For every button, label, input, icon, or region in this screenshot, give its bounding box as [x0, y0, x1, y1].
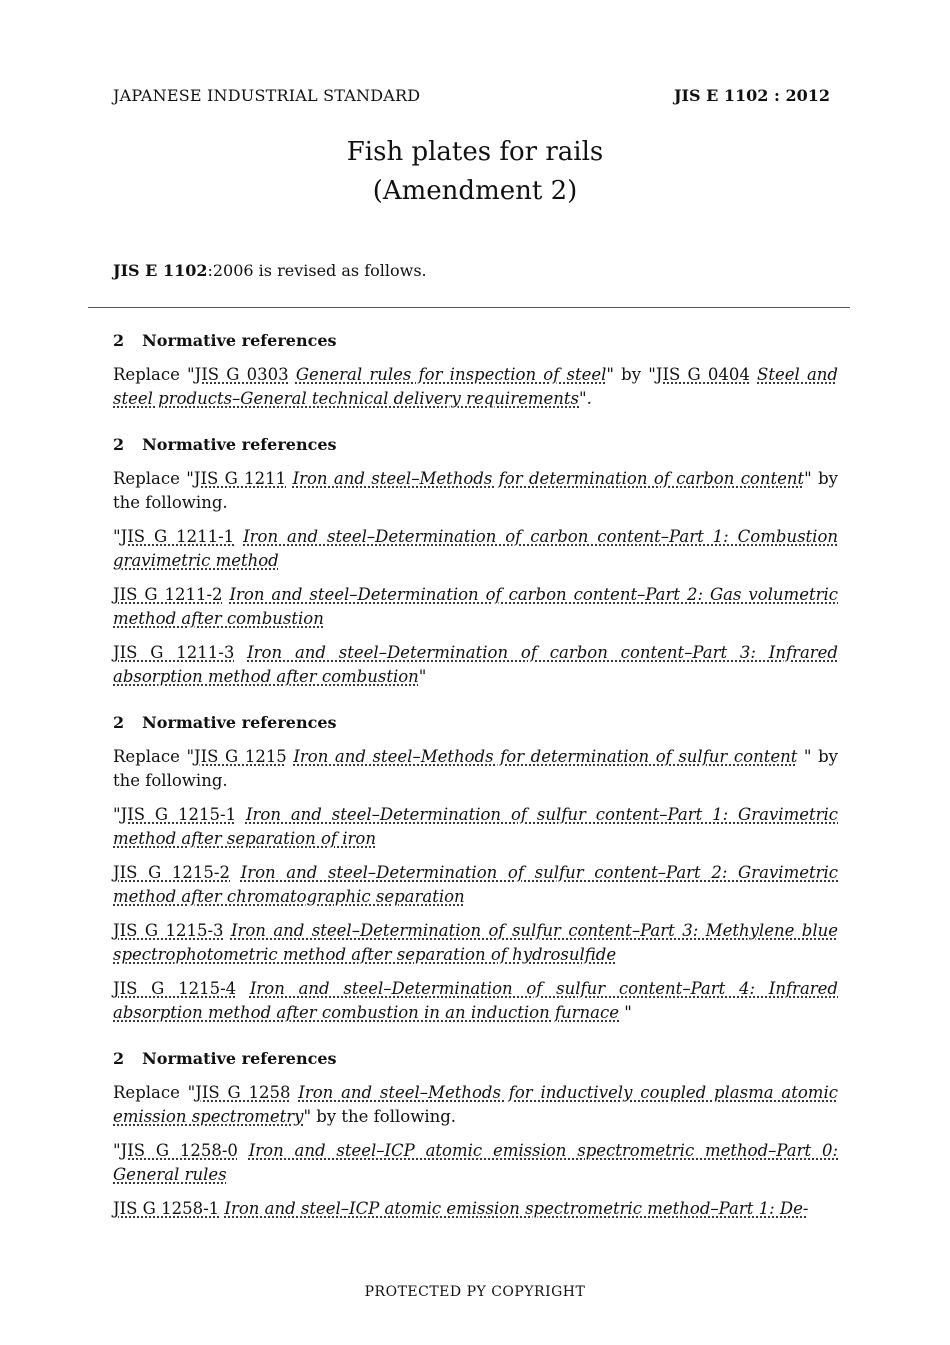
section-paragraph	[113, 1139, 838, 1187]
section-paragraph	[113, 467, 838, 515]
paragraph-text	[236, 979, 250, 998]
paragraph-text: "	[418, 667, 427, 686]
standard-code: JIS G 1211-3	[113, 643, 235, 662]
section-paragraph	[113, 977, 838, 1025]
section-paragraph	[113, 745, 838, 793]
standard-code: JIS G 1258-0	[120, 1141, 238, 1160]
paragraph-text: "	[113, 1141, 121, 1160]
section-heading	[113, 711, 838, 735]
paragraph-text	[236, 805, 246, 824]
standard-code: JIS G 1215	[194, 747, 287, 766]
reference-title: Iron and steel–ICP atomic emission spectrometric method–Part 0: General rules	[113, 1141, 839, 1184]
section-paragraph	[113, 919, 838, 967]
paragraph-text: Replace "	[113, 365, 195, 384]
section-heading	[113, 433, 838, 457]
standard-code: JIS G 0404	[655, 365, 750, 384]
standard-code: JIS G 1215-3	[113, 921, 224, 940]
separator-rule	[88, 307, 850, 308]
standard-header: JAPANESE INDUSTRIAL STANDARD	[113, 86, 421, 105]
paragraph-text: "	[113, 805, 121, 824]
section-number: 2	[113, 435, 125, 454]
paragraph-text: Replace "	[113, 469, 194, 488]
reference-title: Iron and steel–Determination of sulfur content–Part 1: Gravimetric method after separation of iron	[113, 805, 839, 848]
intro-text	[113, 261, 427, 280]
standard-code: JIS G 1211	[193, 469, 287, 488]
section-title: Normative references	[142, 713, 337, 732]
standard-number: JIS E 1102 : 2012	[673, 86, 830, 105]
paragraph-text	[230, 863, 241, 882]
paragraph-text: "	[113, 527, 121, 546]
paragraph-text	[234, 527, 243, 546]
paragraph-text: " by the following.	[113, 747, 838, 790]
section-paragraph	[113, 641, 838, 689]
paragraph-text	[238, 1141, 249, 1160]
amendment-section	[113, 711, 838, 1025]
intro-rest: :2006 is revised as follows.	[207, 261, 427, 280]
section-number: 2	[113, 1049, 125, 1068]
section-title: Normative references	[142, 1049, 337, 1068]
section-paragraph	[113, 803, 838, 851]
paragraph-text	[224, 921, 231, 940]
paragraph-text	[289, 365, 296, 384]
reference-title: Iron and steel–Methods for determination of sulfur content	[293, 747, 798, 766]
section-heading	[113, 329, 838, 353]
standard-code: JIS G 1215-1	[120, 805, 237, 824]
paragraph-text: "	[619, 1003, 632, 1022]
reference-title: General rules for inspection of steel	[295, 365, 607, 384]
section-paragraph	[113, 363, 838, 411]
reference-title: Iron and steel–Determination of sulfur content–Part 4: Infrared absorption method after combustion in an induction furnace	[113, 979, 838, 1022]
paragraph-text	[750, 365, 757, 384]
amendment-section	[113, 433, 838, 689]
section-title: Normative references	[142, 331, 337, 350]
reference-title: Iron and steel–Methods for inductively coupled plasma atomic emission spectrometry	[113, 1083, 838, 1126]
paragraph-text: Replace "	[113, 747, 195, 766]
standard-code: JIS G 0303	[194, 365, 289, 384]
paragraph-text: " by the following.	[303, 1107, 457, 1126]
section-paragraph	[113, 861, 838, 909]
reference-title: Iron and steel–ICP atomic emission spectrometric method–Part 1: De-	[224, 1199, 809, 1218]
reference-title: Iron and steel–Determination of sulfur content–Part 3: Methylene blue spectrophotometric method after separation of hydrosulfide	[113, 921, 839, 964]
paragraph-text	[234, 643, 247, 662]
paragraph-text: " by "	[606, 365, 656, 384]
section-paragraph	[113, 525, 838, 573]
paragraph-text: " by the following.	[113, 469, 838, 512]
standard-code: JIS G 1258-1	[113, 1199, 220, 1218]
section-paragraph	[113, 1081, 838, 1129]
standard-code: JIS G 1215-4	[113, 979, 237, 998]
amendment-section	[113, 1047, 838, 1221]
section-title: Normative references	[142, 435, 337, 454]
intro-code: JIS E 1102	[113, 261, 208, 280]
amendment-section	[113, 329, 838, 411]
paragraph-text: ".	[579, 389, 592, 408]
standard-code: JIS G 1215-2	[113, 863, 230, 882]
paragraph-text: Replace "	[113, 1083, 196, 1102]
section-number: 2	[113, 713, 125, 732]
section-paragraph	[113, 1197, 838, 1221]
reference-title: Steel and steel products–General technical delivery requirements	[113, 365, 838, 408]
reference-title: Iron and steel–Methods for determination of carbon content	[292, 469, 805, 488]
document-title: Fish plates for rails	[346, 137, 604, 167]
standard-code: JIS G 1258	[195, 1083, 291, 1102]
section-heading	[113, 1047, 838, 1071]
paragraph-text	[223, 585, 230, 604]
reference-title: Iron and steel–Determination of carbon content–Part 2: Gas volumetric method after combustion	[113, 585, 839, 628]
standard-code: JIS G 1211-1	[120, 527, 235, 546]
standard-code: JIS G 1211-2	[113, 585, 223, 604]
reference-title: Iron and steel–Determination of carbon content–Part 1: Combustion gravimetric method	[113, 527, 839, 570]
document-subtitle: (Amendment 2)	[372, 176, 578, 206]
reference-title: Iron and steel–Determination of sulfur content–Part 2: Gravimetric method after chromatographic separation	[113, 863, 839, 906]
section-number: 2	[113, 331, 125, 350]
amendment-content	[113, 329, 838, 1243]
reference-title: Iron and steel–Determination of carbon content–Part 3: Infrared absorption method after combustion	[113, 643, 838, 686]
section-paragraph	[113, 583, 838, 631]
copyright-footer: PROTECTED PY COPYRIGHT	[364, 1284, 586, 1300]
